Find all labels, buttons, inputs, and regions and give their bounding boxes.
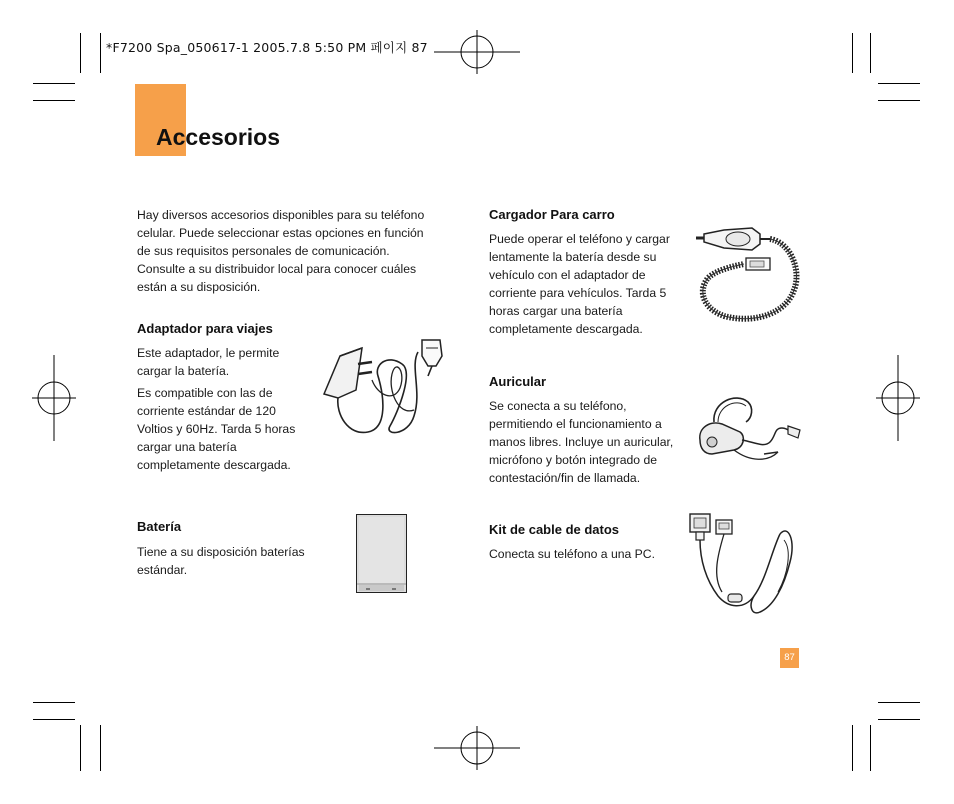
intro-line: de sus requisitos personales de comunicación.: [137, 244, 390, 258]
adaptador-line: cargar la batería.: [137, 364, 230, 378]
intro-line: Hay diversos accesorios disponibles para su teléfono: [137, 208, 425, 222]
bateria-paragraph: [137, 543, 327, 579]
adaptador-line: corriente estándar de 120: [137, 404, 276, 418]
cargador-paragraph: [489, 230, 689, 338]
cargador-line: completamente descargada.: [489, 322, 643, 336]
kit-paragraph: [489, 545, 689, 563]
travel-adapter-image: [318, 336, 448, 440]
auricular-paragraph: [489, 397, 689, 487]
headset-image: [694, 392, 806, 468]
intro-line: están a su disposición.: [137, 280, 261, 294]
adaptador-paragraph-2: [137, 384, 317, 474]
cargador-line: corriente para vehículos. Tarda 5: [489, 286, 667, 300]
intro-line: celular. Puede seleccionar estas opciones en función: [137, 226, 424, 240]
auricular-line: micrófono y botón integrado de: [489, 453, 658, 467]
bateria-line: Tiene a su disposición baterías: [137, 545, 305, 559]
intro-line: Consulte a su distribuidor local para conocer cuáles: [137, 262, 417, 276]
section-heading-auricular: Auricular: [489, 374, 547, 389]
auricular-line: manos libres. Incluye un auricular,: [489, 435, 674, 449]
adaptador-paragraph-1: [137, 344, 317, 380]
battery-image: [356, 514, 408, 594]
print-slug: *F7200 Spa_050617-1 2005.7.8 5:50 PM 페이지 87: [106, 40, 428, 55]
adaptador-line: cargar una batería: [137, 440, 237, 454]
car-charger-image: [694, 220, 804, 338]
adaptador-line: Este adaptador, le permite: [137, 346, 280, 360]
page-number: 87: [780, 648, 799, 668]
adaptador-line: Es compatible con las de: [137, 386, 273, 400]
section-heading-adaptador: Adaptador para viajes: [137, 321, 273, 336]
intro-paragraph: [137, 206, 457, 296]
cargador-line: horas cargar una batería: [489, 304, 623, 318]
section-heading-kit: Kit de cable de datos: [489, 522, 620, 537]
kit-line: Conecta su teléfono a una PC.: [489, 547, 655, 561]
adaptador-line: completamente descargada.: [137, 458, 291, 472]
page-title: Accesorios: [156, 124, 281, 150]
section-heading-bateria: Batería: [137, 519, 182, 534]
registration-mark-left: [32, 355, 78, 441]
auricular-line: Se conecta a su teléfono,: [489, 399, 627, 413]
registration-mark-top: [434, 30, 520, 76]
section-heading-cargador: Cargador Para carro: [489, 207, 615, 222]
cargador-line: lentamente la batería desde su: [489, 250, 657, 264]
registration-mark-right: [876, 355, 922, 441]
bateria-line: estándar.: [137, 563, 188, 577]
auricular-line: contestación/fin de llamada.: [489, 471, 641, 485]
adaptador-line: Voltios y 60Hz. Tarda 5 horas: [137, 422, 296, 436]
data-cable-image: [688, 510, 804, 618]
cargador-line: Puede operar el teléfono y cargar: [489, 232, 670, 246]
cargador-line: vehículo con el adaptador de: [489, 268, 646, 282]
auricular-line: permitiendo el funcionamiento a: [489, 417, 662, 431]
registration-mark-bottom: [434, 726, 520, 772]
